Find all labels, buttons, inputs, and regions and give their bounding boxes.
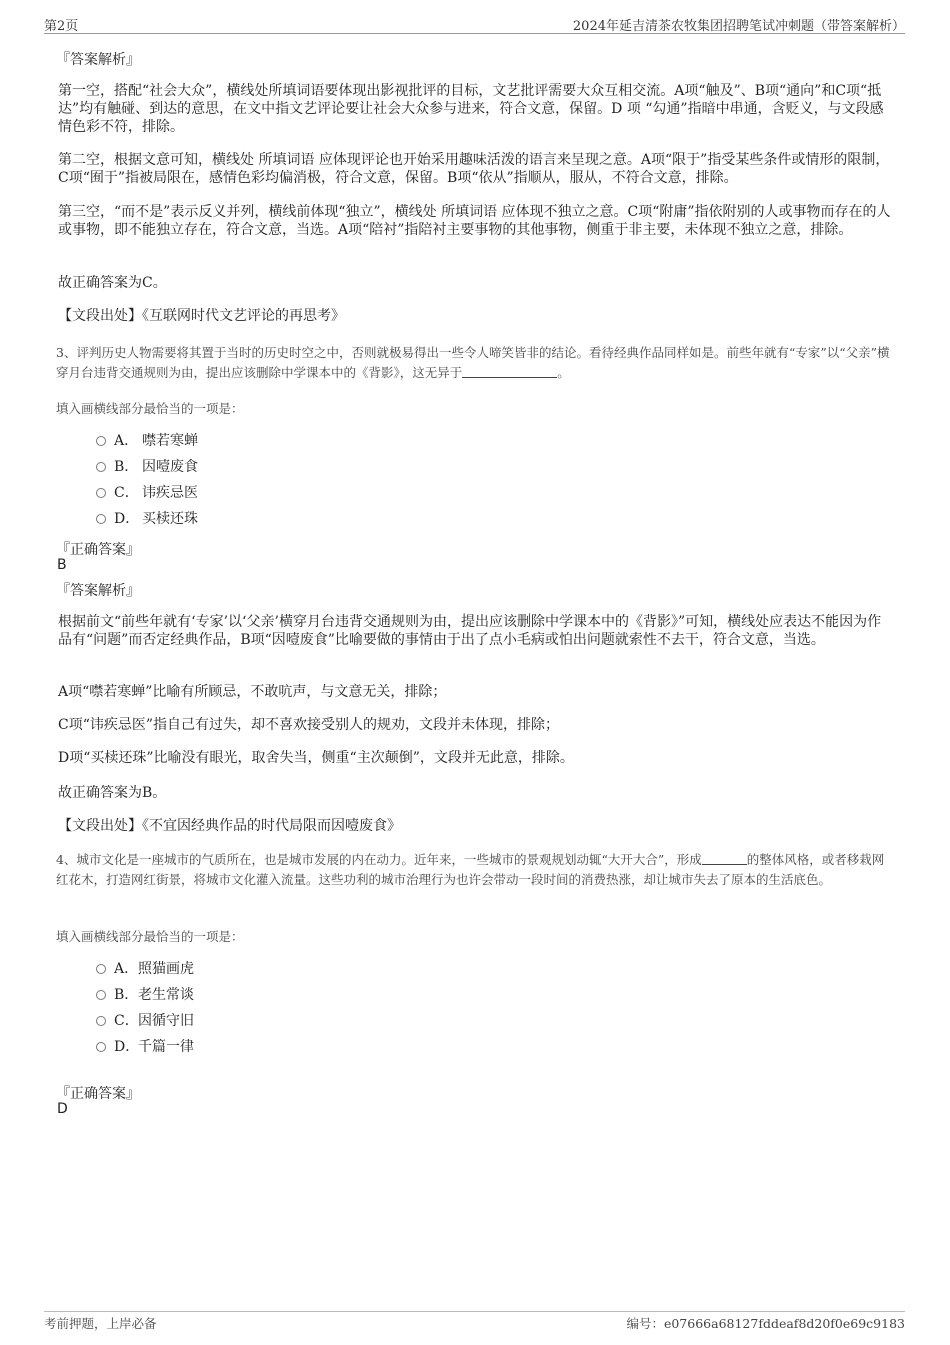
q4-answer-value: D bbox=[57, 1101, 68, 1117]
q4-stem-end: 的整体风格，或者移栽网红花木，打造网红街景，将城市文化灌入流量。这些功利的城市治理行为也许会带动一段时间的消费热涨，却让城市失去了原本的生活底色。 bbox=[56, 852, 885, 887]
option-letter: D． bbox=[114, 1039, 140, 1055]
q2-analysis-para-3: 第三空，“而不是”表示反义并列，横线前体现“独立”，横线处 所填词语 应体现不独立之意。C项“附庸”指依附别的人或事物而存在的人或事物，即不能独立存在，符合文意，当选。A项“陪衬”指陪衬主要事物的其他事物，侧重于非主要，未体现不独立之意，排除。 bbox=[58, 204, 891, 238]
option-letter: C． bbox=[114, 1013, 139, 1029]
q2-analysis-label: 『答案解析』 bbox=[56, 52, 140, 68]
radio-icon[interactable] bbox=[96, 990, 106, 1000]
q3-answer-value: B bbox=[57, 557, 67, 573]
footer-divider bbox=[44, 1311, 905, 1312]
option-letter: B． bbox=[114, 987, 139, 1003]
q3-option-a[interactable] bbox=[96, 431, 198, 451]
radio-icon[interactable] bbox=[96, 1016, 106, 1026]
q3-conclusion: 故正确答案为B。 bbox=[58, 785, 167, 801]
option-text: 噤若寒蝉 bbox=[142, 433, 198, 449]
document-id: 编号：e07666a68127fddeaf8d20f0e69c9183 bbox=[626, 1316, 905, 1331]
q4-answer-label: 『正确答案』 bbox=[56, 1086, 140, 1102]
q3-option-d[interactable] bbox=[96, 509, 198, 529]
option-text: 因循守旧 bbox=[138, 1013, 194, 1029]
q3-analysis-para-3: C项“讳疾忌医”指自己有过失，却不喜欢接受别人的规劝，文段并未体现，排除； bbox=[58, 717, 560, 733]
q3-analysis-para-4: D项“买椟还珠”比喻没有眼光，取舍失当，侧重“主次颠倒”，文段并无此意，排除。 bbox=[58, 750, 574, 766]
q4-option-d[interactable] bbox=[96, 1037, 194, 1057]
option-letter: C． bbox=[114, 485, 139, 501]
radio-icon[interactable] bbox=[96, 964, 106, 974]
q3-source: 【文段出处】《不宜因经典作品的时代局限而因噎废食》 bbox=[58, 818, 401, 834]
q3-stem bbox=[56, 343, 896, 383]
option-letter: B． bbox=[114, 459, 139, 475]
q2-source: 【文段出处】《互联网时代文艺评论的再思考》 bbox=[58, 308, 345, 324]
q2-analysis-para-2: 第二空，根据文意可知，横线处 所填词语 应体现评论也开始采用趣味活泼的语言来呈现之意。A项“限于”指受某些条件或情形的限制，C项“囿于”指被局限在，感情色彩均偏消极，符合文意，保留。B项“依从”指顺从，服从，不符合文意，排除。 bbox=[58, 152, 890, 186]
header-divider bbox=[44, 33, 905, 34]
q3-analysis-para-1: 根据前文“前些年就有‘专家’以‘父亲’横穿月台违背交通规则为由，提出应该删除中学课本中的《背影》”可知，横线处应表达不能因为作品有“问题”而否定经典作品，B项“因噎废食”比喻要做的事情由于出了点小毛病或怕出问题就索性不去干，符合文意，当选。 bbox=[58, 614, 882, 648]
q3-prompt: 填入画横线部分最恰当的一项是： bbox=[56, 401, 244, 416]
option-text: 千篇一律 bbox=[138, 1039, 194, 1055]
option-letter: D． bbox=[114, 511, 140, 527]
footer-slogan: 考前押题，上岸必备 bbox=[44, 1316, 157, 1331]
radio-icon[interactable] bbox=[96, 488, 106, 498]
option-text: 因噎废食 bbox=[142, 459, 198, 475]
q3-stem-end: 。 bbox=[557, 365, 570, 380]
q2-conclusion: 故正确答案为C。 bbox=[58, 275, 167, 291]
document-title: 2024年延吉清茶农牧集团招聘笔试冲刺题（带答案解析） bbox=[572, 19, 905, 34]
option-text: 买椟还珠 bbox=[142, 511, 198, 527]
page-number: 第2页 bbox=[44, 19, 79, 34]
option-text: 照猫画虎 bbox=[138, 961, 194, 977]
radio-icon[interactable] bbox=[96, 514, 106, 524]
q4-stem bbox=[56, 850, 896, 890]
q4-fill-blank bbox=[702, 852, 747, 865]
q3-analysis-label: 『答案解析』 bbox=[56, 583, 140, 599]
q4-prompt: 填入画横线部分最恰当的一项是： bbox=[56, 929, 244, 944]
q2-analysis-para-1: 第一空，搭配“社会大众”，横线处所填词语要体现出影视批评的目标，文艺批评需要大众互相交流。A项“触及”、B项“通向”和C项“抵达”均有触碰、到达的意思，在文中指文艺评论要让社会大众参与进来，符合文意，保留。D 项 “勾通”指暗中串通，含贬义，与文段感情色彩不符，排除。 bbox=[58, 83, 884, 135]
q4-option-a[interactable] bbox=[96, 959, 194, 979]
q4-option-c[interactable] bbox=[96, 1011, 194, 1031]
q3-stem-text: 3、评判历史人物需要将其置于当时的历史时空之中，否则就极易得出一些令人啼笑皆非的结论。看待经典作品同样如是。前些年就有“专家”以“父亲”横穿月台违背交通规则为由，提出应该删除中学课本中的《背影》，这无异于 bbox=[56, 345, 890, 380]
radio-icon[interactable] bbox=[96, 436, 106, 446]
q3-analysis-para-2: A项“噤若寒蝉”比喻有所顾忌，不敢吭声，与文意无关，排除； bbox=[58, 684, 447, 700]
q3-option-b[interactable] bbox=[96, 457, 198, 477]
radio-icon[interactable] bbox=[96, 462, 106, 472]
option-letter: A． bbox=[114, 961, 139, 977]
q3-option-c[interactable] bbox=[96, 483, 198, 503]
q4-stem-text: 4、城市文化是一座城市的气质所在，也是城市发展的内在动力。近年来，一些城市的景观规划动辄“大开大合”，形成 bbox=[56, 852, 702, 867]
q3-answer-label: 『正确答案』 bbox=[56, 542, 140, 558]
q3-fill-blank bbox=[462, 365, 557, 378]
q4-option-b[interactable] bbox=[96, 985, 194, 1005]
radio-icon[interactable] bbox=[96, 1042, 106, 1052]
option-text: 讳疾忌医 bbox=[142, 485, 198, 501]
option-text: 老生常谈 bbox=[138, 987, 194, 1003]
option-letter: A． bbox=[114, 433, 139, 449]
